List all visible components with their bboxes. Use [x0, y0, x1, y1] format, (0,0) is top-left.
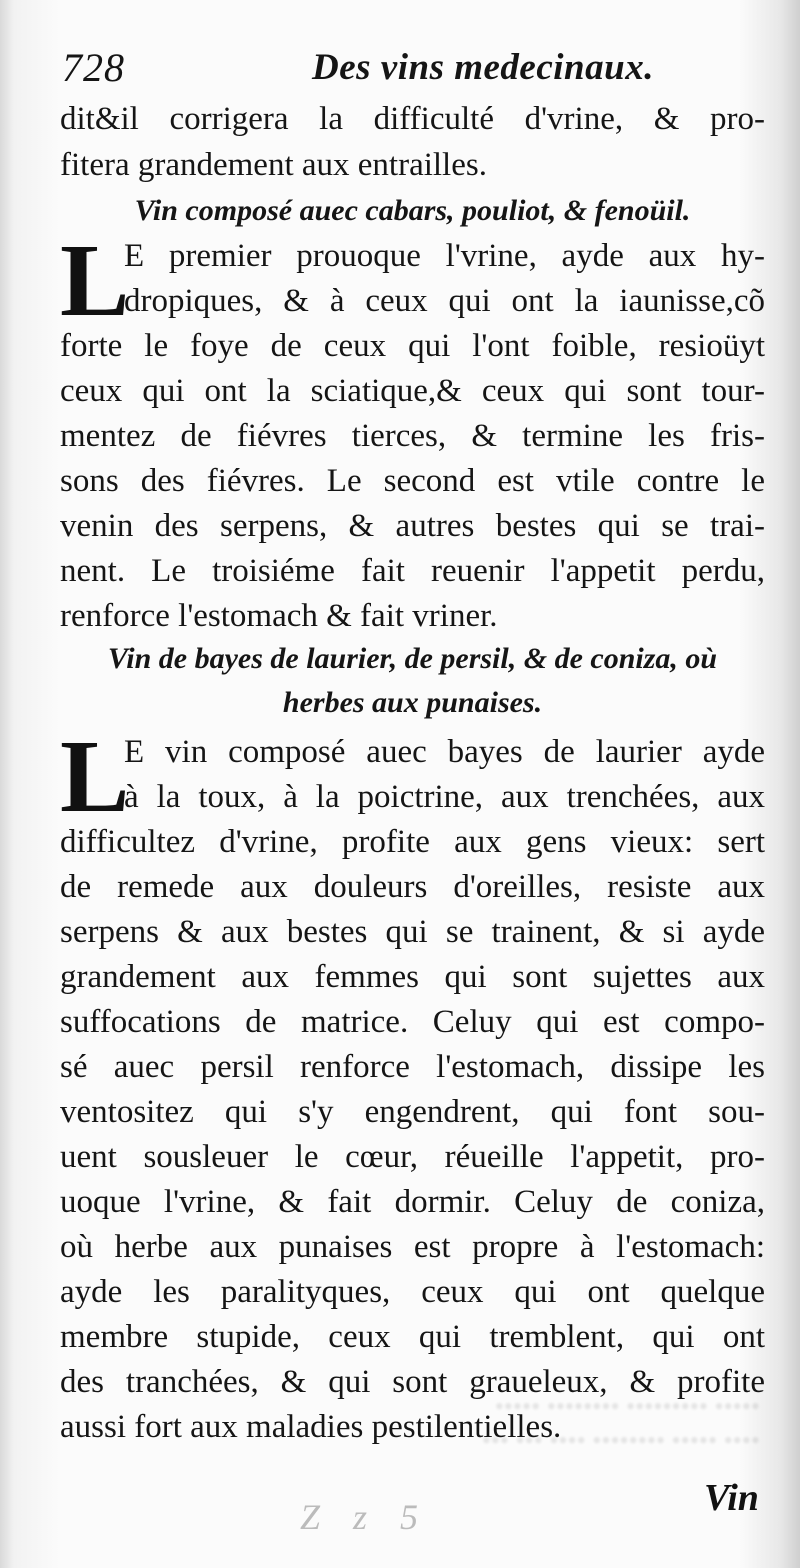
drop-capital: L [60, 223, 130, 338]
text-line: uoque l'vrine, & fait dormir. Celuy de coniza, [60, 1184, 765, 1220]
text-line: dropiques, & à ceux qui ont la iaunisse,cõ [124, 283, 765, 319]
text-line: ceux qui ont la sciatique,& ceux qui sont tour- [60, 373, 765, 409]
text-line: ventositez qui s'y engendrent, qui font sou- [60, 1094, 765, 1130]
text-line: renforce l'estomach & fait vriner. [60, 598, 498, 634]
text-line: ayde les paralityques, ceux qui ont quelque [60, 1274, 765, 1310]
text-line: E vin composé auec bayes de laurier ayde [124, 734, 765, 770]
section-1-paragraph [60, 223, 765, 639]
text-line: de remede aux douleurs d'oreilles, resiste aux [60, 869, 765, 905]
catchword: Vin [704, 1477, 759, 1519]
text-line: à la toux, à la poictrine, aux trenchées, aux [124, 779, 765, 815]
text-line: venin des serpens, & autres bestes qui se trai- [60, 508, 765, 544]
text-line: uent sousleuer le cœur, réueille l'appetit, pro- [60, 1139, 765, 1175]
text-line: serpens & aux bestes qui se trainent, & si ayde [60, 914, 765, 950]
running-head [62, 44, 762, 94]
text-line: dit&il corrigera la difficulté d'vrine, & pro- [60, 101, 765, 137]
text-line: où herbe aux punaises est propre à l'estomach: [60, 1229, 765, 1265]
show-through-text: ••••• ••••••••• •••••••• ••••• •••• ••••• •••••••• •••• ••• ••• [481, 1392, 760, 1455]
section-2-paragraph [60, 719, 765, 1450]
text-line: E premier prouoque l'vrine, ayde aux hy- [124, 238, 765, 274]
text-line: nent. Le troisiéme fait reuenir l'appetit perdu, [60, 553, 765, 589]
text-line: sons des fiévres. Le second est vtile contre le [60, 463, 765, 499]
section-heading-2-continued: herbes aux punaises. [282, 686, 543, 719]
text-line: sé auec persil renforce l'estomach, dissipe les [60, 1049, 765, 1085]
section-heading-2: Vin de bayes de laurier, de persil, & de coniza, où [107, 642, 718, 675]
text-line: fitera grandement aux entrailles. [60, 147, 487, 183]
page-number: 728 [62, 45, 125, 90]
text-line: suffocations de matrice. Celuy qui est compo- [60, 1004, 765, 1040]
text-line: grandement aux femmes qui sont sujettes aux [60, 959, 765, 995]
drop-capital: L [60, 719, 130, 834]
text-line: forte le foye de ceux qui l'ont foible, resioüyt [60, 328, 765, 364]
text-line: membre stupide, ceux qui tremblent, qui ont [60, 1319, 765, 1355]
running-title: Des vins medecinaux. [312, 47, 654, 88]
text-line: aussi fort aux maladies pestilentielles. [60, 1409, 562, 1445]
section-heading-1: Vin composé auec cabars, pouliot, & fenoüil. [134, 194, 691, 227]
intro-paragraph [60, 96, 765, 188]
text-line: difficultez d'vrine, profite aux gens vieux: sert [60, 824, 765, 860]
signature-mark: Z z 5 [300, 1497, 431, 1537]
text-line: mentez de fiévres tierces, & termine les fris- [60, 418, 765, 454]
text-line: des tranchées, & qui sont graueleux, & profite [60, 1364, 765, 1400]
